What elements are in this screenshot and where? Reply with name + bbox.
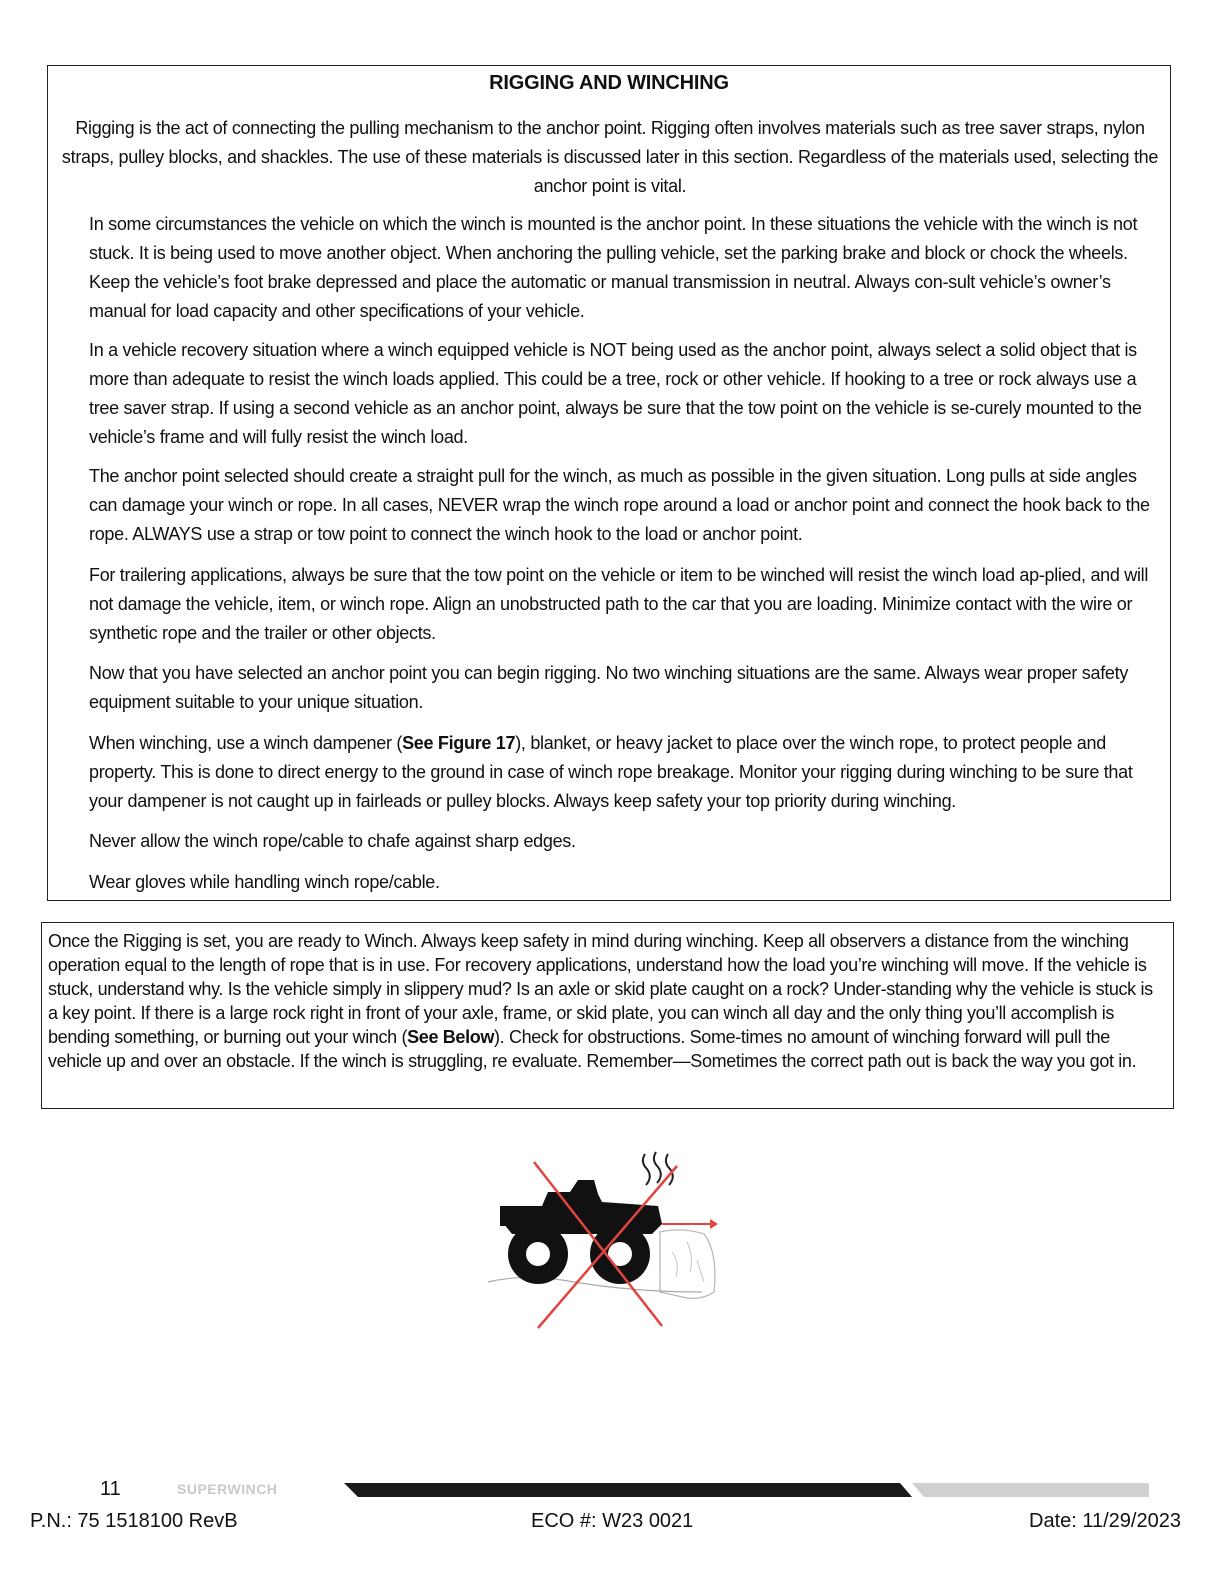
see-below-reference: See Below bbox=[407, 1027, 495, 1047]
figure-reference: See Figure 17 bbox=[402, 733, 516, 753]
footer-dark-bar bbox=[344, 1483, 912, 1497]
brand-watermark: SUPERWINCH bbox=[177, 1481, 278, 1497]
section-title: RIGGING AND WINCHING bbox=[489, 72, 729, 94]
paragraph-safety: Now that you have selected an anchor point you can begin rigging. No two winching situations are the same. Always wear proper safety equipment suitable to your unique situation. bbox=[89, 663, 1129, 712]
paragraph-sharp-edges: Never allow the winch rope/cable to chafe against sharp edges. bbox=[89, 831, 576, 851]
part-number: P.N.: 75 1518100 RevB bbox=[30, 1510, 238, 1532]
eco-number: ECO #: W23 0021 bbox=[531, 1510, 694, 1532]
stuck-vehicle-illustration bbox=[482, 1142, 727, 1332]
paragraph-gloves: Wear gloves while handling winch rope/cable. bbox=[89, 872, 440, 892]
paragraph-dampener: When winching, use a winch dampener (See Figure 17), blanket, or heavy jacket to place over the winch rope, to protect people and property. This is done to direct energy to the ground in case of winch rope breakage. Monitor your rigging during winching to be sure that your dampener is not caught up in fairleads or pulley blocks. Always keep safety your top priority during winching. bbox=[89, 733, 1133, 811]
paragraph-recovery: In a vehicle recovery situation where a winch equipped vehicle is NOT being used as the anchor point, always select a solid object that is more than adequate to resist the winch loads applied. This could be a tree, rock or other vehicle. If hooking to a tree or rock always use a tree saver strap. If using a second vehicle as an anchor point, always be sure that the tow point on the vehicle is se-curely mounted to the vehicle’s frame and will fully resist the winch load. bbox=[89, 340, 1142, 447]
paragraph-anchor-point: The anchor point selected should create a straight pull for the winch, as much as possible in the given situation. Long pulls at side angles can damage your winch or rope. In all cases, NEVER wrap the winch rope around a load or anchor point and connect the hook back to the rope. ALWAYS use a strap or tow point to connect the winch hook to the load or anchor point. bbox=[89, 466, 1150, 544]
revision-date: Date: 11/29/2023 bbox=[1029, 1510, 1181, 1532]
winching-paragraph: Once the Rigging is set, you are ready to Winch. Always keep safety in mind during winching. Keep all observers a distance from the winching operation equal to the length of rope that is in use. For recovery applications, understand how the load you’re winching will move. If the vehicle is stuck, understand why. Is the vehicle simply in slippery mud? Is an axle or skid plate caught on a rock? Under-standing why the vehicle is stuck is a key point. If there is a large rock right in front of your axle, frame, or skid plate, you can winch all day and the only thing you’ll accomplish is bending something, or burning out your winch (See Below). Check for obstructions. Some-times no amount of winching forward will pull the vehicle up and over an obstacle. If the winch is struggling, re evaluate. Remember—Sometimes the correct path out is back the way you got in. bbox=[48, 931, 1153, 1071]
paragraph-trailering: For trailering applications, always be sure that the tow point on the vehicle or item to be winched will resist the winch load ap-plied, and will not damage the vehicle, item, or winch rope. Align an unobstructed path to the car that you are loading. Minimize contact with the wire or synthetic rope and the trailer or other objects. bbox=[89, 565, 1149, 643]
footer-light-bar bbox=[912, 1483, 1149, 1497]
page-number: 11 bbox=[100, 1478, 121, 1500]
paragraph-anchor-vehicle: In some circumstances the vehicle on which the winch is mounted is the anchor point. In these situations the vehicle with the winch is not stuck. It is being used to move another object. When anchoring the pulling vehicle, set the parking brake and block or chock the wheels. Keep the vehicle’s foot brake depressed and place the automatic or manual transmission in neutral. Always con-sult vehicle’s owner’s manual for load capacity and other specifications of your vehicle. bbox=[89, 214, 1138, 321]
winching-note-box bbox=[41, 922, 1174, 1109]
intro-paragraph: Rigging is the act of connecting the pulling mechanism to the anchor point. Rigging often involves materials such as tree saver straps, nylon straps, pulley blocks, and shackles. The use of these materials is discussed later in this section. Regardless of the materials used, selecting the anchor point is vital. bbox=[61, 118, 1159, 196]
